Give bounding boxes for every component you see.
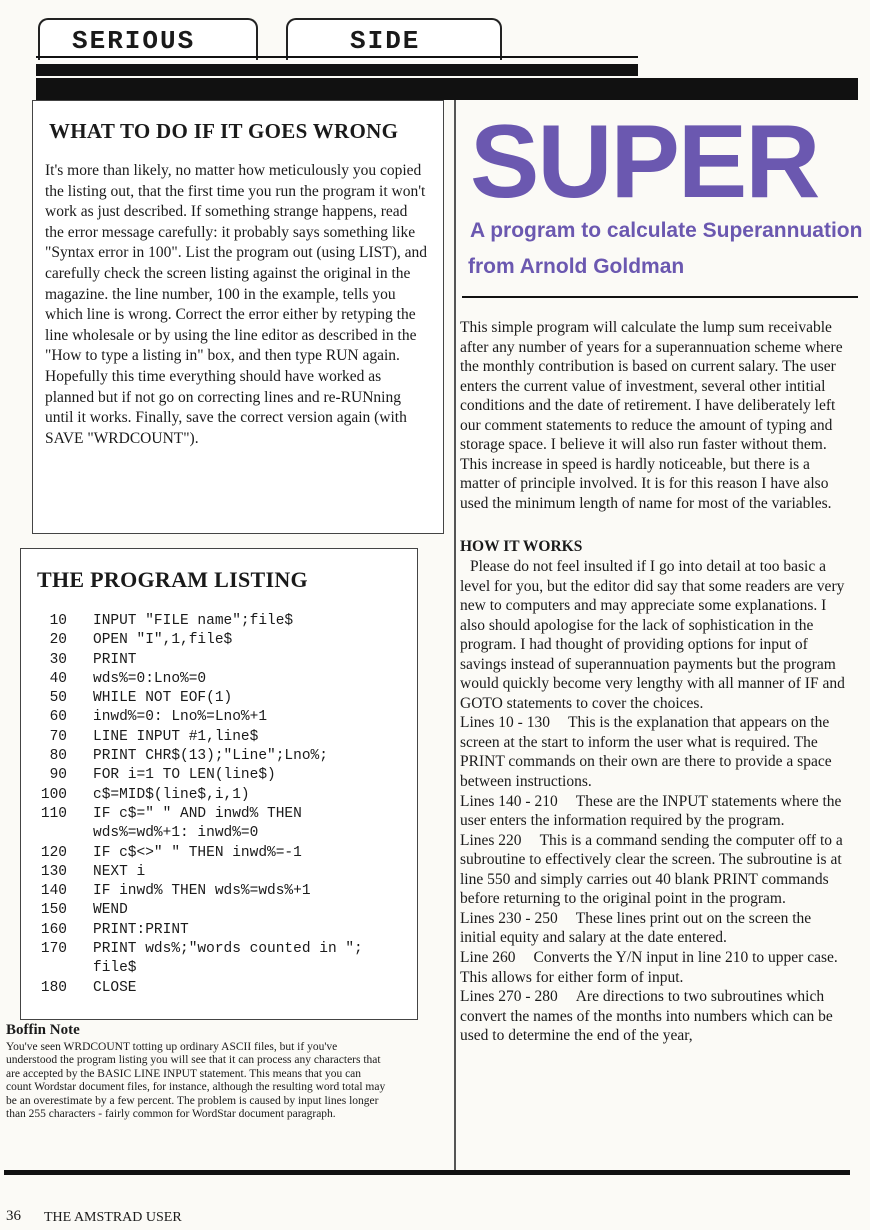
listing-line-number: 170 — [40, 941, 67, 958]
listing-line — [21, 979, 411, 998]
listing-line-code: WHILE NOT EOF(1) — [93, 690, 233, 707]
listing-line-number: 70 — [49, 728, 67, 745]
how-it-works-body: Please do not feel insulted if I go into detail at too basic a level for you, but the editor did say that some readers are very new to computers and may appreciate some explanations. I also should apologise for the lack of sophistication in the program. I had thought of providing options for input of savings instead of superannuation payments but the program would quickly become very lengthy with all manner of IF and GOTO statements to cover the choices. — [460, 558, 845, 712]
listing-line-number: 20 — [49, 632, 67, 649]
listing-box — [20, 548, 418, 1020]
article-subtitle-1: A program to calculate Superannuation — [470, 219, 863, 242]
magazine-name: THE AMSTRAD USER — [44, 1210, 182, 1225]
listing-line-number: 60 — [49, 709, 67, 726]
line-explanation-text: Are directions to two subroutines which convert the names of the months into numbers which can be used to determine the end of the year, — [460, 988, 833, 1045]
header-band — [36, 64, 638, 76]
listing-line-number: 140 — [40, 883, 67, 900]
listing-line-number: 160 — [40, 921, 67, 938]
wrong-box-body: It's more than likely, no matter how meticulously you copied the listing out, that the first time you run the program it won't work as just described. If something strange happens, read the error message carefully: it probably says something like "Syntax error in 100". List the program out (using LIST), and carefully check the screen listing against the original in the magazine. the line number, 100 in the example, tells you which line is wrong. Correct the error either by retyping the line wholesale or by using the line editor as described in the "How to type a listing in" box, and then type RUN again. Hopefully this time everything should have worked as planned but if not go on correcting lines and re-RUNning until it works. Finally, save the correct version again (with SAVE "WRDCOUNT"). — [45, 162, 428, 447]
listing-line — [21, 901, 411, 920]
listing-line-code: FOR i=1 TO LEN(line$) — [93, 767, 276, 784]
line-explanation-label: Lines 220 — [460, 831, 522, 849]
listing-line — [21, 728, 411, 747]
line-explanation-text: This is a command sending the computer off to a subroutine to effectively clear the screen. The subroutine is at line 550 and simply carries out 40 blank PRINT commands before returning to the original point in the program. — [460, 831, 843, 908]
listing-line — [21, 631, 411, 650]
line-explanation — [460, 713, 850, 791]
listing-line — [21, 844, 411, 863]
listing-line — [21, 689, 411, 708]
how-it-works-heading: HOW IT WORKS — [460, 538, 583, 556]
listing-line — [21, 921, 411, 940]
listing-line-number: 100 — [40, 786, 67, 803]
listing-line-number: 120 — [40, 844, 67, 861]
listing-line-code: wds%=0:Lno%=0 — [93, 670, 207, 687]
column-divider — [454, 100, 456, 1170]
wrong-box-heading: WHAT TO DO IF IT GOES WRONG — [49, 119, 399, 143]
header-tab-side — [286, 18, 502, 60]
listing-line — [21, 940, 411, 979]
listing-line-number: 80 — [49, 748, 67, 765]
listing-line — [21, 805, 411, 844]
boffin-note — [6, 1022, 386, 1121]
listing-line-number: 50 — [49, 690, 67, 707]
listing-line-number: 150 — [40, 902, 67, 919]
line-explanation-text: Converts the Y/N input in line 210 to upper case. This allows for either form of input. — [460, 948, 838, 986]
boffin-heading: Boffin Note — [6, 1022, 80, 1038]
page-number: 36 — [6, 1208, 21, 1224]
line-explanation-label: Lines 230 - 250 — [460, 909, 558, 927]
listing-line-code: PRINT — [93, 651, 137, 668]
boffin-body: You've seen WRDCOUNT totting up ordinary ASCII files, but if you've understood the program listing you will see that it can process any characters that are accepted by the BASIC LINE INPUT statement. This means that you can count Wordstar document files, for instance, although the resulting word total may be an overestimate by a few percent. The problem is caused by input lines longer than 255 characters - fairly common for WordStar document paragraph. — [6, 1041, 386, 1121]
listing-line-code: PRINT wds%;"words counted in "; file$ — [93, 941, 363, 977]
article-title-rule — [462, 296, 858, 298]
listing-line-code: IF inwd% THEN wds%=wds%+1 — [93, 883, 311, 900]
footer-rule — [4, 1170, 850, 1175]
listing-line — [21, 670, 411, 689]
listing-line-number: 90 — [49, 767, 67, 784]
line-explanation-text: These are the INPUT statements where the user enters the information required by the program. — [460, 792, 842, 830]
listing-line — [21, 766, 411, 785]
line-explanation-text: This is the explanation that appears on the screen at the start to inform the user what is required. The PRINT commands on their own are there to provide a space between instructions. — [460, 714, 832, 791]
listing-line-code: c$=MID$(line$,i,1) — [93, 786, 250, 803]
line-explanation — [460, 909, 850, 948]
article-body — [460, 318, 850, 1046]
line-explanation — [460, 948, 850, 987]
header-rule — [36, 56, 638, 58]
listing-line-code: PRINT CHR$(13);"Line";Lno%; — [93, 748, 328, 765]
listing-line-code: PRINT:PRINT — [93, 921, 189, 938]
listing-line — [21, 651, 411, 670]
listing-line — [21, 612, 411, 631]
header-band-right — [36, 78, 858, 100]
listing-line — [21, 863, 411, 882]
header-tab-serious-label: SERIOUS — [72, 26, 196, 56]
article-subtitle-2: from Arnold Goldman — [468, 255, 685, 278]
listing-line-number: 10 — [49, 613, 67, 629]
listing-line — [21, 786, 411, 805]
listing-line-number: 110 — [40, 805, 67, 822]
line-explanation-text: These lines print out on the screen the initial equity and salary at the date entered. — [460, 909, 812, 947]
header-tab-serious — [38, 18, 258, 60]
listing-line-number: 40 — [49, 670, 67, 687]
listing-line-code: IF c$=" " AND inwd% THEN wds%=wd%+1: inwd%=0 — [93, 805, 302, 842]
listing-line-number: 130 — [40, 863, 67, 880]
listing-line-code: INPUT "FILE name";file$ — [93, 613, 294, 629]
listing-line-code: WEND — [93, 902, 128, 919]
listing-line — [21, 882, 411, 901]
listing-line-code: inwd%=0: Lno%=Lno%+1 — [93, 709, 268, 726]
listing-line-code: NEXT i — [93, 863, 146, 880]
listing-lines — [21, 612, 411, 998]
line-explanation-label: Lines 10 - 130 — [460, 714, 550, 732]
listing-line-number: 180 — [40, 979, 67, 996]
line-explanation — [460, 831, 850, 909]
line-explanation — [460, 987, 850, 1046]
listing-line-number: 30 — [49, 651, 67, 668]
line-explanation — [460, 792, 850, 831]
line-explanation-label: Line 260 — [460, 948, 516, 966]
listing-line — [21, 747, 411, 766]
listing-line-code: CLOSE — [93, 979, 137, 996]
line-explanations — [460, 713, 850, 1045]
listing-line-code: IF c$<>" " THEN inwd%=-1 — [93, 844, 302, 861]
line-explanation-label: Lines 270 - 280 — [460, 988, 558, 1006]
article-intro: This simple program will calculate the lump sum receivable after any number of years for a superannuation scheme where the monthly contribution is based on current salary. The user enters the current value of investment, several other intitial conditions and the date of retirement. I have deliberately left our comment statements to reduce the amount of typing and storage space. I believe it will also run faster without them. This increase in speed is hardly noticeable, but there is a matter of principle involved. It is for this reason I have also used the minimum length of name for most of the variables. — [460, 319, 843, 512]
listing-box-heading: THE PROGRAM LISTING — [37, 567, 308, 592]
article-title: SUPER — [470, 104, 819, 220]
line-explanation-label: Lines 140 - 210 — [460, 792, 558, 810]
wrong-box — [32, 100, 444, 534]
listing-line-code: OPEN "I",1,file$ — [93, 632, 233, 649]
listing-line — [21, 708, 411, 727]
header-tab-side-label: SIDE — [350, 26, 421, 56]
listing-line-code: LINE INPUT #1,line$ — [93, 728, 259, 745]
